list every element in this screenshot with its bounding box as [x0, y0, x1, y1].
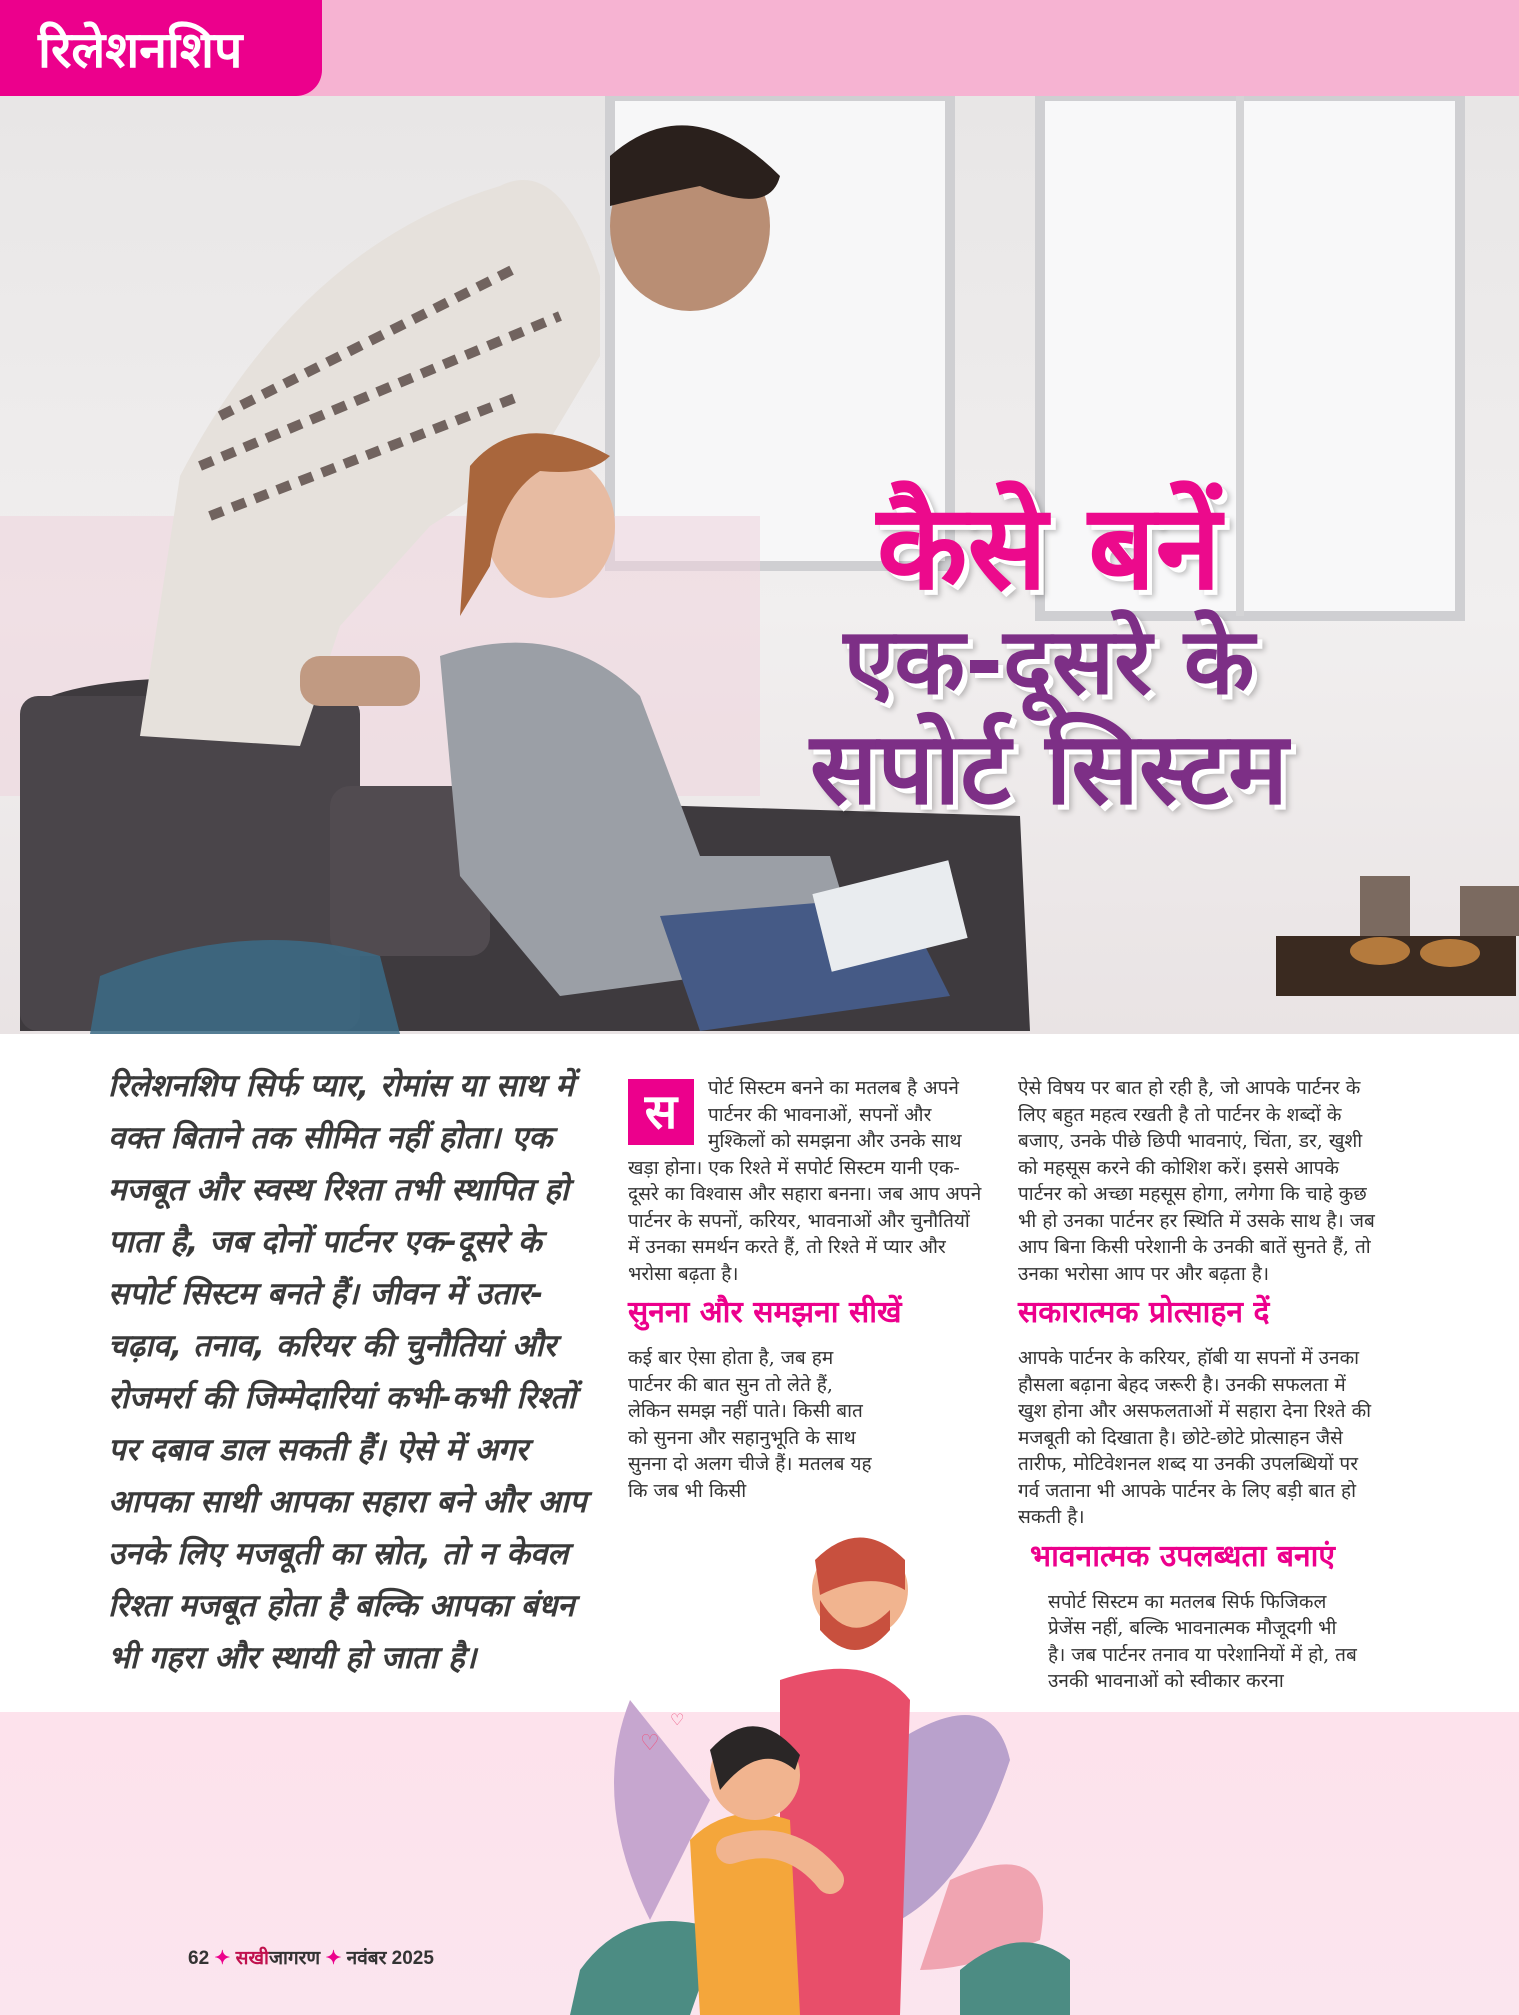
hugging-couple-illustration	[570, 1500, 1070, 2015]
brand-name-b: जागरण	[268, 1948, 321, 1969]
section-label: रिलेशनशिप	[0, 0, 322, 96]
hero-photo	[0, 96, 1519, 1034]
headline-line-1: कैसे बनें	[876, 478, 1222, 616]
headline-line-3: सपोर्ट सिस्टम	[809, 709, 1289, 827]
heart-icon: ♡	[640, 1731, 660, 1756]
subheading-encouragement: सकारात्मक प्रोत्साहन दें	[1018, 1295, 1270, 1330]
cup-left	[1360, 876, 1410, 936]
subheading-listen: सुनना और समझना सीखें	[628, 1295, 902, 1330]
paragraph: सपोर्ट सिस्टम का मतलब सिर्फ फिजिकल प्रेजेंस नहीं, बल्कि भावनात्मक मौजूदगी भी है। जब पार्टनर तनाव या परेशानियों में हो, तब उनकी भावनाओं को स्वीकार करना	[1048, 1590, 1357, 1692]
star-icon: ✦	[214, 1948, 231, 1969]
heart-icon: ♡	[670, 1710, 685, 1729]
headline	[769, 478, 1329, 827]
page-footer	[188, 1944, 434, 1970]
headline-line-2: एक-दूसरे के	[843, 607, 1255, 715]
star-icon: ✦	[325, 1948, 342, 1969]
cup-right	[1460, 886, 1519, 936]
man-hand	[300, 656, 420, 706]
brand-name-a: सखी	[235, 1948, 269, 1969]
intro-paragraph: रिलेशनशिप सिर्फ प्यार, रोमांस या साथ में वक्त बिताने तक सीमित नहीं होता। एक मजबूत और स्वस्थ रिश्ता तभी स्थापित हो पाता है, जब दोनों पार्टनर एक-दूसरे के सपोर्ट सिस्टम बनते हैं। जीवन में उतार-चढ़ाव, तनाव, करियर की चुनौतियां और रोजमर्रा की जिम्मेदारियां कभी-कभी रिश्तों पर दबाव डाल सकती हैं। ऐसे में अगर आपका साथी आपका सहारा बने और आप उनके लिए मजबूती का स्रोत, तो न केवल रिश्ता मजबूत होता है बल्कि आपका बंधन भी गहरा और स्थायी हो जाता है।	[108, 1068, 587, 1676]
page-number: 62	[188, 1948, 210, 1969]
paragraph: आपके पार्टनर के करियर, हॉबी या सपनों में उनका हौसला बढ़ाना बेहद जरूरी है। उनकी सफलता में खुश होना और असफलताओं में सहारा देना रिश्ते की मजबूती को दिखाता है। छोटे-छोटे प्रोत्साहन जैसे तारीफ, मोटिवेशनल शब्द या उनकी उपलब्धियों पर गर्व जताना भी आपके पार्टनर के लिए बड़ी बात हो सकती है।	[1018, 1347, 1372, 1528]
issue-date: नवंबर 2025	[346, 1948, 434, 1969]
paragraph: ऐसे विषय पर बात हो रही है, जो आपके पार्टनर के लिए बहुत महत्व रखती है तो पार्टनर के शब्दों के बजाए, उनके पीछे छिपी भावनाएं, चिंता, डर, खुशी को महसूस करने की कोशिश करें। इससे आपके पार्टनर को अच्छा महसूस होगा, लगेगा कि चाहे कुछ भी हो उनका पार्टनर हर स्थिति में उसके साथ है। जब आप बिना किसी परेशानी के उनकी बातें सुनते हैं, तो उनका भरोसा आप पर और बढ़ता है।	[1018, 1077, 1375, 1285]
paragraph: पोर्ट सिस्टम बनने का मतलब है अपने पार्टनर की भावनाओं, सपनों और मुश्किलों को समझना और उनके साथ खड़ा होना। एक रिश्ते में सपोर्ट सिस्टम यानी एक-दूसरे का विश्वास और सहारा बनना। जब आप अपने पार्टनर के सपनों, करियर, भावनाओं और चुनौतियों में उनका समर्थन करते हैं, तो रिश्ते में प्यार और भरोसा बढ़ता है।	[628, 1077, 982, 1285]
subheading-emotional: भावनात्मक उपलब्धता बनाएं	[1030, 1538, 1335, 1574]
drop-cap: स	[628, 1079, 694, 1145]
column-right	[1018, 1075, 1378, 1701]
column-middle	[628, 1075, 986, 1510]
paragraph: कई बार ऐसा होता है, जब हम पार्टनर की बात सुन तो लेते हैं, लेकिन समझ नहीं पाते। किसी बात को सुनना और सहानुभूति के साथ सुनना दो अलग चीजे हैं। मतलब यह कि जब भी किसी	[628, 1347, 872, 1502]
